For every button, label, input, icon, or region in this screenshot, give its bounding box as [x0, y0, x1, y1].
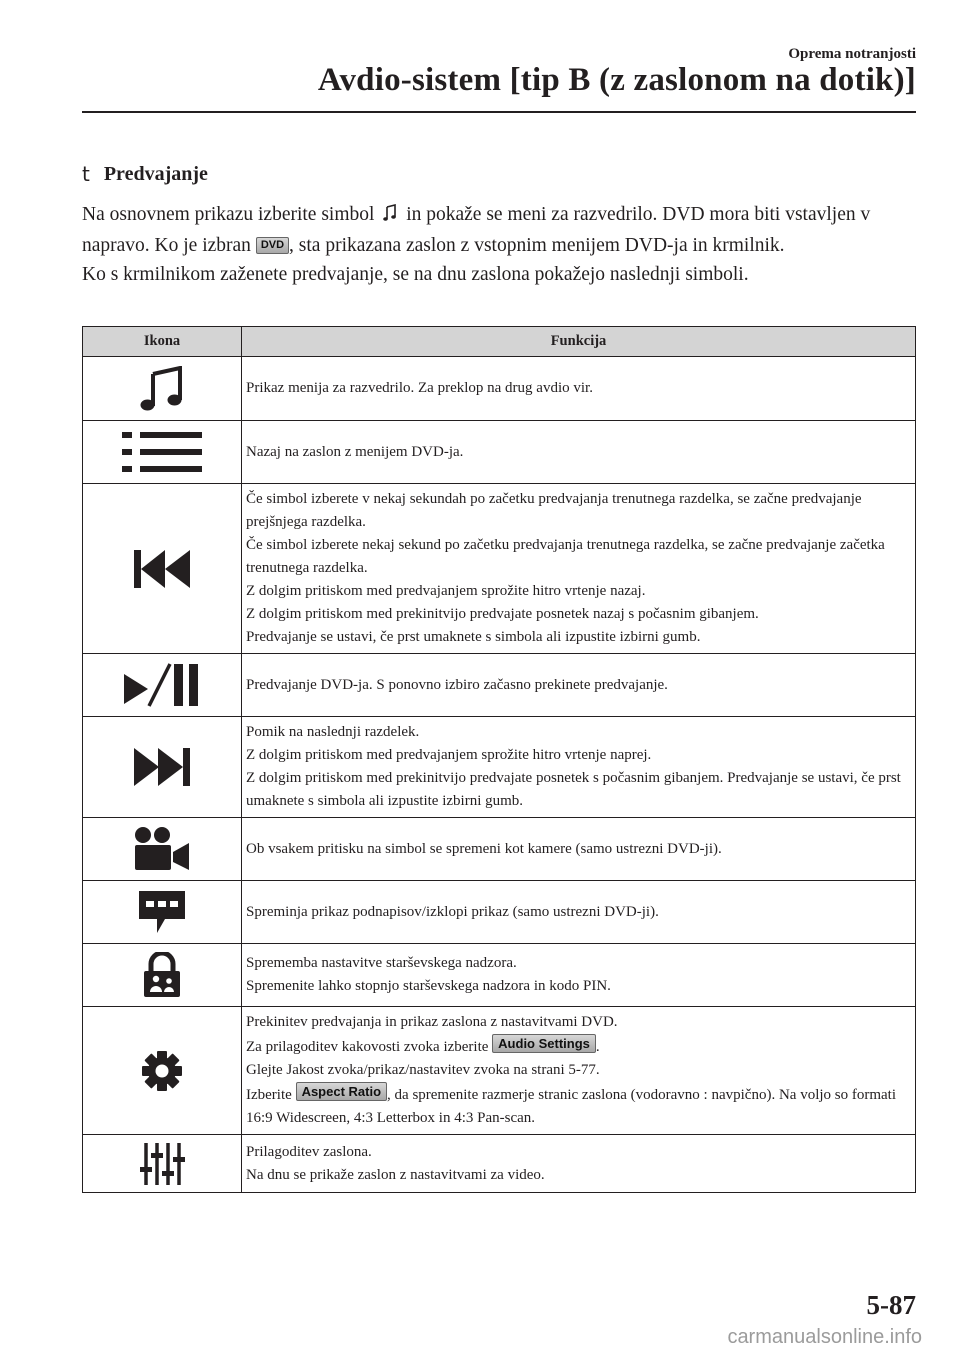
- camera-angle-icon: [83, 818, 242, 881]
- function-cell: Če simbol izberete v nekaj sekundah po začetku predvajanja trenutnega razdelka, se začne predvajanje prejšnjega razdelka. Če simbol izberete nekaj sekund po začetku predvajanja trenutnega razdelka, se začne predvajanje začetka trenutnega razdelka. Z dolgim pritiskom med predvajanjem sprožite hitro vrtenje nazaj. Z dolgim pritiskom med prekinitvijo predvajate posnetek nazaj s počasnim gibanjem. Predvajanje se ustavi, če prst umaknete s simbola ali izpustite izbirni gumb.: [242, 484, 916, 654]
- list-menu-icon: [83, 421, 242, 484]
- function-cell: Spreminja prikaz podnapisov/izklopi prikaz (samo ustrezni DVD-ji).: [242, 881, 916, 944]
- skip-next-icon: [83, 717, 242, 818]
- function-cell: Ob vsakem pritisku na simbol se spremeni kot kamere (samo ustrezni DVD-ji).: [242, 818, 916, 881]
- section-heading: [82, 162, 208, 186]
- function-cell: Predvajanje DVD-ja. S ponovno izbiro začasno prekinete predvajanje.: [242, 654, 916, 717]
- intro-text-1b: in pokaže se meni za razvedrilo. DVD mora biti: [406, 204, 781, 225]
- subtitle-icon: [83, 881, 242, 944]
- music-note-inline-icon: [383, 202, 397, 231]
- skip-previous-icon: [83, 484, 242, 654]
- audio-settings-button-chip: Audio Settings: [492, 1034, 596, 1053]
- aspect-ratio-button-chip: Aspect Ratio: [296, 1082, 387, 1101]
- table-header-row: [83, 327, 916, 357]
- table-row: [83, 818, 916, 881]
- music-note-icon: [83, 357, 242, 421]
- intro-text-2a: vstavljen v napravo. Ko je izbran: [82, 204, 871, 256]
- page-title: Avdio-sistem [tip B (z zaslonom na dotik)]: [317, 62, 916, 98]
- dvd-button-chip: DVD: [256, 237, 289, 254]
- table-row: [83, 1007, 916, 1135]
- settings-gear-icon: [83, 1007, 242, 1135]
- function-cell: Sprememba nastavitve starševskega nadzora. Spremenite lahko stopnjo starševskega nadzora in kodo PIN.: [242, 944, 916, 1007]
- page-number: 5-87: [866, 1290, 916, 1320]
- sliders-icon: [83, 1135, 242, 1193]
- header-icon: Ikona: [83, 327, 242, 357]
- table-row: [83, 654, 916, 717]
- table-row: [83, 881, 916, 944]
- watermark-link[interactable]: carmanualsonline.info: [727, 1326, 922, 1348]
- intro-text-2b: , sta prikazana zaslon z vstopnim menijem DVD-ja in: [289, 235, 708, 256]
- header-section-label: Oprema notranjosti: [788, 46, 916, 62]
- function-cell: Nazaj na zaslon z menijem DVD-ja.: [242, 421, 916, 484]
- intro-text-3: krmilnik.: [712, 235, 785, 256]
- table-row: [83, 357, 916, 421]
- section-title: Predvajanje: [103, 162, 208, 185]
- header-rule: [82, 111, 916, 113]
- parental-lock-icon: [83, 944, 242, 1007]
- intro-paragraph: [82, 200, 916, 289]
- table-row: [83, 421, 916, 484]
- section-bullet: t: [82, 162, 90, 186]
- table-row: [83, 717, 916, 818]
- function-cell: Prilagoditev zaslona. Na dnu se prikaže zaslon z nastavitvami za video.: [242, 1135, 916, 1193]
- play-pause-icon: [83, 654, 242, 717]
- table-row: [83, 944, 916, 1007]
- function-cell: Prikaz menija za razvedrilo. Za preklop na drug avdio vir.: [242, 357, 916, 421]
- controls-table: [82, 326, 916, 1193]
- header-function: Funkcija: [242, 327, 916, 357]
- intro-text-4: Ko s krmilnikom zaženete predvajanje, se na dnu zaslona pokažejo naslednji simboli.: [82, 264, 749, 285]
- function-cell: Prekinitev predvajanja in prikaz zaslona z nastavitvami DVD. Za prilagoditev kakovosti zvoka izberite Audio Settings . Glejte Jakost zvoka/prikaz/nastavitev zvoka na strani 5-77. Izberite Aspect Ratio , da spremenite razmerje stranic zaslona (vodoravno : navpično). Na voljo so formati 16:9 Widescreen, 4:3 Letterbox in 4:3 Pan-scan.: [242, 1007, 916, 1135]
- table-row: [83, 484, 916, 654]
- intro-text-1a: Na osnovnem prikazu izberite simbol: [82, 204, 375, 225]
- function-cell: Pomik na naslednji razdelek. Z dolgim pritiskom med predvajanjem sprožite hitro vrtenje naprej. Z dolgim pritiskom med prekinitvijo predvajate posnetek s počasnim gibanjem. Predvajanje se ustavi, če prst umaknete s simbola ali izpustite izbirni gumb.: [242, 717, 916, 818]
- table-row: [83, 1135, 916, 1193]
